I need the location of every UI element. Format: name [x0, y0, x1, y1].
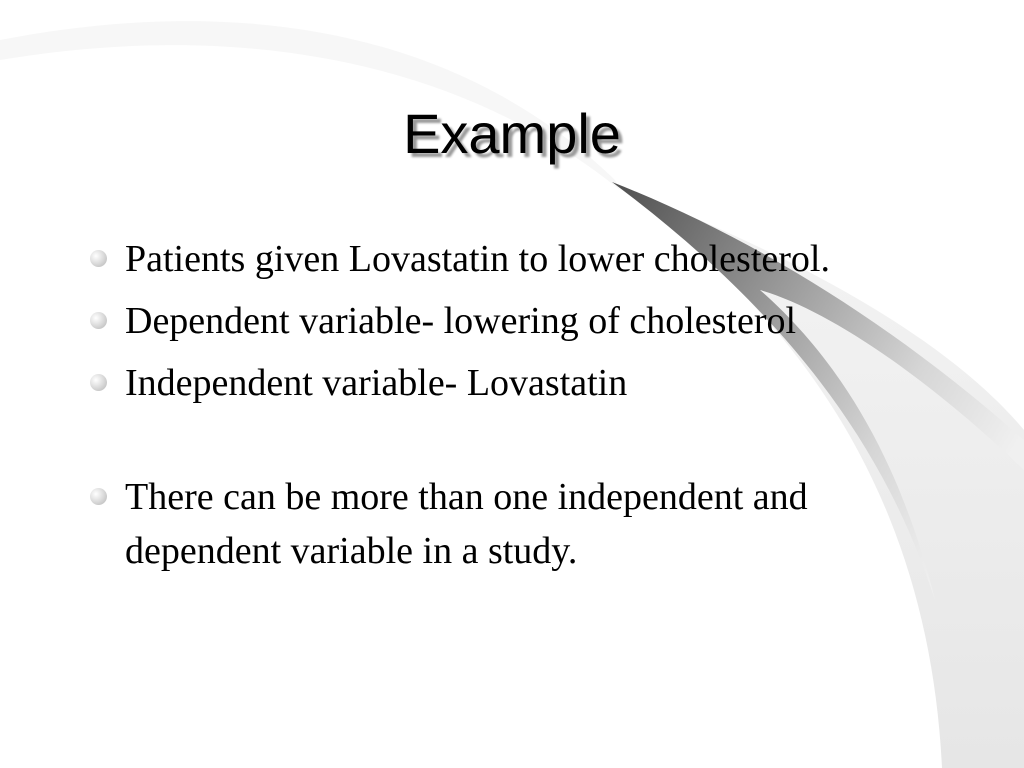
bullet-dot-icon: [90, 488, 107, 505]
bullet-text: Patients given Lovastatin to lower cholesterol.: [125, 238, 830, 280]
bullet-item: [88, 294, 948, 348]
bullet-text: Independent variable- Lovastatin: [125, 362, 628, 404]
bullet-dot-icon: [90, 250, 107, 267]
slide-title: Example: [403, 102, 621, 165]
bullet-text: There can be more than one independent and dependent variable in a study.: [125, 476, 808, 572]
bullet-dot-icon: [90, 312, 107, 329]
bullet-dot-icon: [90, 374, 107, 391]
bullet-item: [88, 356, 948, 410]
bullet-item: [88, 232, 948, 286]
bullet-list: [88, 232, 948, 586]
bullet-text: Dependent variable- lowering of cholesterol: [125, 300, 797, 342]
bullet-item: [88, 470, 948, 578]
